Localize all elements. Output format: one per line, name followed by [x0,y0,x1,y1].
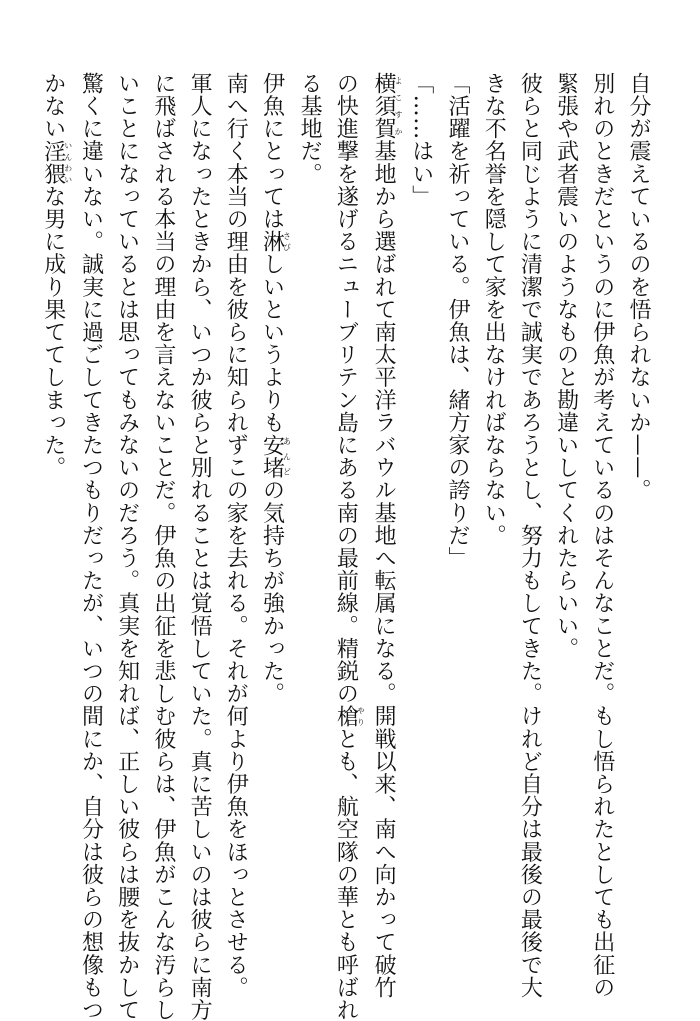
text-line: 「活躍を祈っている。伊魚は、緒方家の誇りだ」 [444,72,470,570]
ruby-inwai: 淫猥いんわい [40,139,73,186]
text-line: 南へ行く本当の理由を彼らに知られずこの家を去れる。それが何より伊魚をほっとさせる。 [223,72,249,999]
ruby-yokosuka: 横須賀よこすか [371,72,404,140]
vertical-text-body [35,72,656,1021]
ruby-yari: 槍やり [333,704,366,728]
text-line: 緊張や武者震いのようなものと勘違いしてくれたらいい。 [553,72,579,660]
text-line: 「……はい」 [408,72,434,208]
text-line-yokosuka: 横須賀よこすか基地から選ばれて南太平洋ラバウル基地へ転属になる。開戦以来、南へ向かって破竹 [371,72,404,999]
text-line: 驚くに違いない。誠実に過ごしてきたつもりだったが、いつの間にか、自分は彼らの想像もつ [78,72,104,1021]
text-line: 軍人になったときから、いつか彼らと別れることは覚悟していた。真に苦しいのは彼らに南方 [187,72,213,1021]
text-line: る基地だ。 [297,72,323,185]
ruby-ando: 安堵あんど [259,433,292,479]
text-line: に飛ばされる本当の理由を言えないことだ。伊魚の出征を悲しむ彼らは、伊魚がこんな汚らし [150,72,176,1021]
text-line: きな不名誉を隠して家を出なければならない。 [481,72,507,547]
text-line: いことになっているとは思ってもみないのだろう。真実を知れば、正しい彼らは腰を抜かして [114,72,140,1021]
text-line: 彼らと同じように清潔で誠実であろうとし、努力もしてきた。けれど自分は最後の最後で大 [517,72,543,999]
text-line-yari: の快進撃を遂げるニューブリテン島にある南の最前線。精鋭の槍やりとも、航空隊の華とも呼ばれ [333,72,366,1021]
text-line: 自分が震えているのを悟られないか——。 [626,72,651,502]
text-line: 別れのときだというのに伊魚が考えているのはそんなことだ。もし悟られたとしても出征の [589,72,615,999]
text-line-sabi: 伊魚にとっては淋さびしいというよりも安堵あんどの気持ちが強かった。 [259,72,292,705]
text-line-inwai: かない淫猥いんわいな男に成り果ててしまった。 [40,72,73,479]
ruby-sabi: 淋さび [259,230,292,253]
